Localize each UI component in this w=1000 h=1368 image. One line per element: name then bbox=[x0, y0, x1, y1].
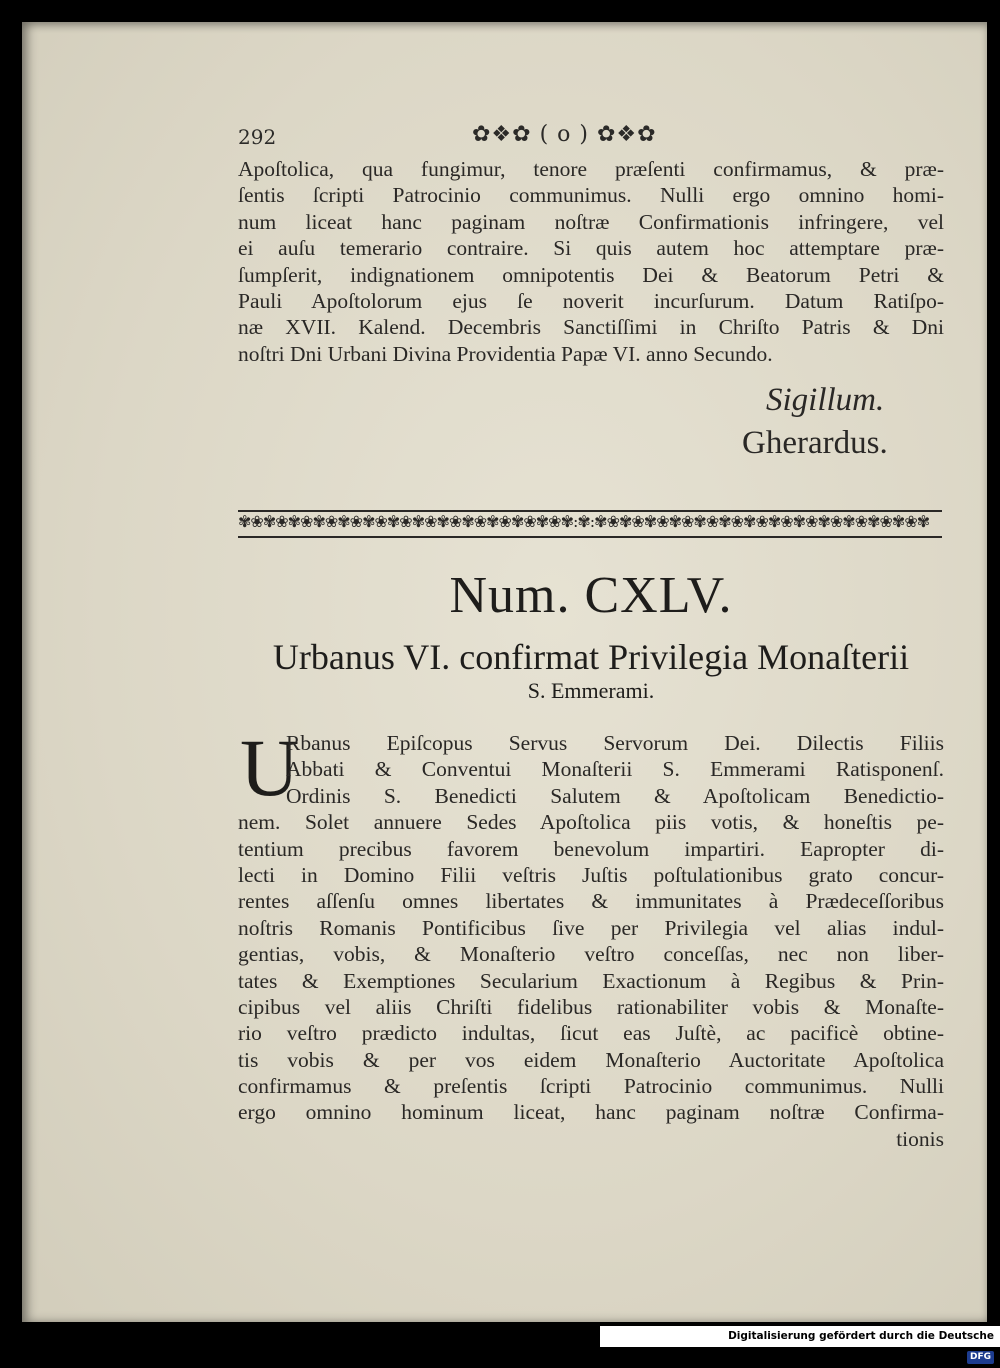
text-line: num liceat hanc paginam noſtræ Confirmationis infringere, vel bbox=[238, 209, 944, 234]
page-number: 292 bbox=[238, 125, 277, 149]
text-line: cipibus vel aliis Chriſti fidelibus rationabiliter vobis & Monaſte- bbox=[238, 994, 944, 1019]
text-line: Rbanus Epiſcopus Servus Servorum Dei. Dilectis Filiis bbox=[286, 731, 944, 755]
text-line: ſumpſerit, indignationem omnipotentis Dei & Beatorum Petri & bbox=[238, 262, 944, 287]
text-line: rentes aſſenſu omnes libertates & immunitates à Prædeceſſoribus bbox=[238, 889, 944, 914]
dfg-logo: DFG bbox=[967, 1351, 994, 1364]
text-line: tates & Exemptiones Secularium Exactionum à Regibus & Prin- bbox=[238, 968, 944, 993]
drop-capital: U bbox=[240, 722, 300, 813]
running-head-ornament: ✿❖✿ ( o ) ✿❖✿ bbox=[472, 122, 657, 147]
text-line: ei auſu temerario contraire. Si quis autem hoc attemptare præ- bbox=[238, 236, 944, 261]
text-line: confirmamus & preſentis ſcripti Patrocinio communimus. Nulli bbox=[238, 1074, 944, 1099]
text-line: Abbati & Conventui Monaſterii S. Emmerami Ratisponenſ. bbox=[286, 757, 944, 782]
catchword: tionis bbox=[896, 1126, 944, 1151]
text-line: Apoſtolica, qua fungimur, tenore præſenti confirmamus, & præ- bbox=[238, 157, 944, 181]
page-header bbox=[238, 122, 938, 151]
footer-credit: Digitalisierung gefördert durch die Deutsche Forschungsgemeinschaft - bbox=[728, 1330, 994, 1363]
text-line: rio veſtro prædicto indultas, ſicut eas Juſtè, ac pacificè obtine- bbox=[238, 1021, 944, 1046]
text-line: gentias, vobis, & Monaſterio veſtro conceſſas, nec non liber- bbox=[238, 942, 944, 967]
document-number: Num. CXLV. bbox=[449, 567, 733, 624]
document-subtitle: S. Emmerami. bbox=[527, 678, 655, 703]
ornamental-divider: ✾❀✾❀✾❀✾❀✾❀✾❀✾❀✾❀✾❀✾❀✾❀✾❀✾❀✾:✾:✾❀✾❀✾❀✾❀✾❀✾❀✾❀✾❀✾❀✾❀✾❀✾❀✾❀✾ bbox=[238, 510, 942, 538]
document-title: Urbanus VI. confirmat Privilegia Monaſterii bbox=[272, 637, 910, 677]
text-line: noſtri Dni Urbani Divina Providentia Papæ VI. anno Secundo. bbox=[238, 341, 773, 366]
text-line: nem. Solet annuere Sedes Apoſtolica piis votis, & honeſtis pe- bbox=[238, 810, 944, 835]
text-line: tentium precibus favorem benevolum impartiri. Eapropter di- bbox=[238, 836, 944, 861]
text-line: ſentis ſcripti Patrocinio communimus. Nulli ergo omnino homi- bbox=[238, 183, 944, 208]
digitization-footer bbox=[600, 1326, 1000, 1363]
signatory-name: Gherardus. bbox=[742, 425, 888, 461]
text-line: næ XVII. Kalend. Decembris Sanctiſſimi in Chriſto Patris & Dni bbox=[238, 315, 944, 340]
text-line: ergo omnino hominum liceat, hanc paginam noſtræ Confirma- bbox=[238, 1100, 944, 1125]
text-line: tis vobis & per vos eidem Monaſterio Auctoritate Apoſtolica bbox=[238, 1047, 944, 1072]
text-block-continuation bbox=[238, 156, 944, 367]
text-line: Ordinis S. Benedicti Salutem & Apoſtolicam Benedictio- bbox=[286, 783, 944, 808]
sigillum-label: Sigillum. bbox=[766, 382, 885, 418]
text-block-charter bbox=[238, 722, 944, 1152]
text-line: noſtris Romanis Pontificibus ſive per Privilegia vel alias indul- bbox=[238, 915, 944, 940]
text-line: lecti in Domino Filii veſtris Juſtis poſtulationibus grato concur- bbox=[238, 862, 944, 887]
text-line: Pauli Apoſtolorum ejus ſe noverit incurſurum. Datum Ratiſpo- bbox=[238, 288, 944, 313]
